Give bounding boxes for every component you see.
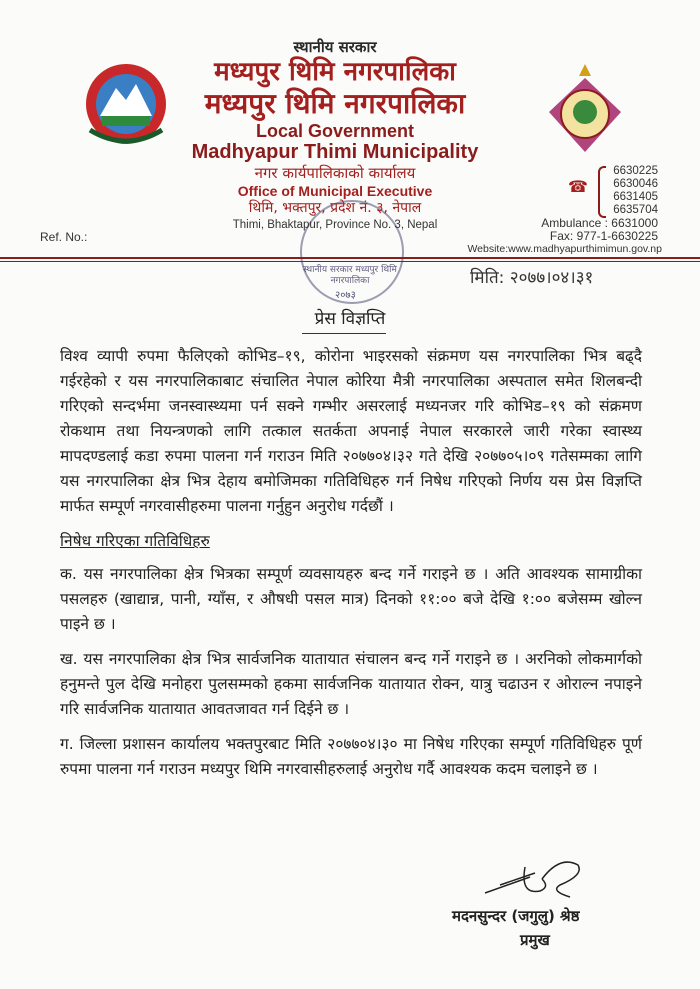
ref-no-label: Ref. No.: (40, 230, 88, 244)
section-heading: निषेध गरिएका गतिविधिहरु (60, 532, 210, 550)
name-np-decorative: मध्यपुर थिमि नगरपालिका (214, 57, 456, 87)
address-np: थिमि, भक्तपुर, प्रदेश नं. ३, नेपाल (248, 200, 422, 216)
header-divider-thin (0, 261, 700, 262)
phone-number: 6635704 (613, 204, 658, 216)
office-en: Office of Municipal Executive (237, 183, 433, 199)
ambulance-number: Ambulance : 6631000 (541, 216, 658, 230)
document-body (60, 344, 642, 792)
office-np: नगर कार्यपालिकाको कार्यालय (254, 164, 416, 182)
item-kha: ख. यस नगरपालिका क्षेत्र भित्र सार्वजनिक यातायात संचालन बन्द गर्ने गराइने छ । अरनिको लोकमार्गको हनुमन्ते पुल देखि मनोहरा पुलसम्मको हकमा सार्वजनिक यातायात रोक्न, यात्रु चढाउन र ओराल्न नपाइने गरि सार्वजनिक यातायात आवतजावत गर्न दिईने छ । (60, 650, 642, 718)
local-gov-np: स्थानीय सरकार (293, 38, 377, 56)
title-underline (302, 333, 386, 334)
item-ka: क. यस नगरपालिका क्षेत्र भित्रका सम्पूर्ण व्यवसायहरु बन्द गर्ने गराइने छ । अति आवश्यक सामाग्रीका पसलहरु (खाद्यान्न, पानी, ग्याँस, र औषधी पसल मात्र) दिनको ११:०० बजे देखि १:०० बजेसम्म खोल्न पाइने छ । (60, 565, 642, 633)
fax-number: Fax: 977-1-6630225 (549, 229, 658, 243)
phone-number: 6630225 (613, 165, 658, 177)
stamp-text: स्थानीय सरकार मध्यपुर थिमि नगरपालिका (303, 265, 397, 286)
phone-number: 6630046 (613, 178, 658, 190)
name-en: Madhyapur Thimi Municipality (191, 141, 479, 163)
document-date: मिति: २०७७।०४।३१ (470, 268, 594, 288)
signatory-title: प्रमुख (520, 931, 550, 949)
signature (480, 855, 590, 909)
website-link[interactable]: Website:www.madhyapurthimimun.gov.np (467, 243, 662, 255)
header-divider (0, 257, 700, 259)
municipality-logo (545, 62, 625, 154)
document-title: प्रेस विज्ञप्ति (314, 309, 386, 329)
phone-number: 6631405 (613, 191, 658, 203)
name-np: मध्यपुर थिमि नगरपालिका (204, 87, 466, 120)
signatory-name: मदनसुन्दर (जगुलु) श्रेष्ठ (452, 907, 580, 925)
intro-paragraph: विश्व व्यापी रुपमा फैलिएको कोभिड–१९, कोरोना भाइरसको संक्रमण यस नगरपालिका भित्र बढ्दै गईरहेको र यस नगरपालिकाबाट संचालित नेपाल कोरिया मैत्री नगरपालिका अस्पताल समेत शिलबन्दी गरिएको सन्दर्भमा जनस्वास्थ्यमा पर्न सक्ने गम्भीर असरलाई मध्यनजर गरि कोभिड–१९ को संक्रमण रोकथाम तथा नियन्त्रणको लागि तत्काल सतर्कता अपनाई नेपाल सरकारले जारी गरेका स्वास्थ्य मापदण्डलाई कडा रुपमा पालना गर्न गराउन मिति २०७७०४।३२ गते देखि २०७७०५।०९ गतेसम्मका लागि यस नगरपालिका क्षेत्र भित्र देहाय बमोजिमका गतिविधिहरु गर्न निषेध गरिएको निर्णय यस प्रेस विज्ञप्ति मार्फत सम्पूर्ण नगरवासीहरुमा पालना गर्नुहुन अनुरोध गर्दछौं । (60, 347, 642, 515)
stamp-year: २०७३ (335, 290, 356, 301)
brace (598, 166, 606, 218)
local-gov-en: Local Government (255, 121, 415, 141)
phone-icon: ☎ (568, 177, 588, 196)
address-en: Thimi, Bhaktapur, Province No. 3, Nepal (232, 219, 438, 231)
phone-list (613, 165, 658, 217)
item-ga: ग. जिल्ला प्रशासन कार्यालय भक्तपुरबाट मिति २०७७०४।३० मा निषेध गरिएका सम्पूर्ण गतिविधिहरु पूर्ण रुपमा पालना गर्न गराउन मध्यपुर थिमि नगरवासीहरुलाई अनुरोध गर्दै आवश्यक कदम चलाइने छ । (60, 735, 642, 778)
